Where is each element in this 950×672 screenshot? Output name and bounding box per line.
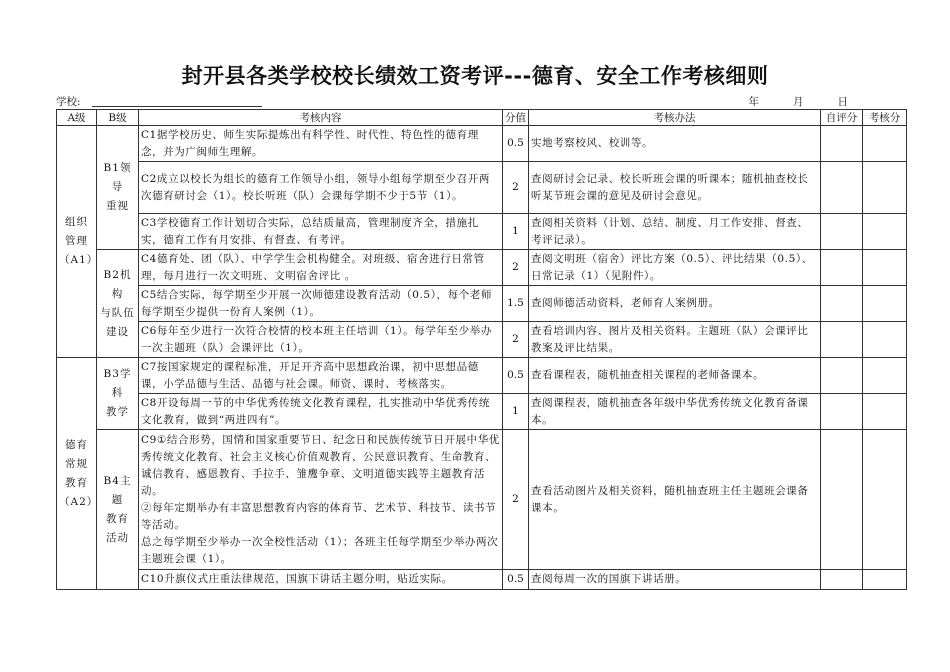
table-row-c6 (57, 322, 907, 358)
score-cell: 1.5 (503, 286, 529, 322)
b2-line3: 建设 (106, 325, 129, 338)
b3-cell (97, 358, 139, 430)
b2-line2: 与队伍 (100, 306, 135, 319)
method-cell: 查看活动图片及相关资料，随机抽查班主任主题班会课备课本。 (529, 430, 821, 570)
score-cell: 0.5 (503, 358, 529, 394)
self-score-cell[interactable] (821, 322, 863, 358)
header-self-score: 自评分 (821, 110, 863, 126)
eval-score-cell[interactable] (863, 162, 907, 214)
method-cell: 查阅课程表，随机抽查各年级中华优秀传统文化教育备课本。 (529, 394, 821, 430)
page-title: 封开县各类学校校长绩效工资考评---德育、安全工作考核细则 (181, 64, 769, 88)
header-b-level: B级 (97, 110, 139, 126)
a2-line4: （A2） (59, 495, 99, 508)
table-row-c5 (57, 286, 907, 322)
school-label: 学校: (56, 96, 81, 108)
eval-score-cell[interactable] (863, 430, 907, 570)
self-score-cell[interactable] (821, 570, 863, 590)
b4-line2: 教育 (106, 512, 129, 525)
content-cell: C5结合实际，每学期至少开展一次师德建设教育活动（0.5），每个老师每学期至少提供一份育人案例（1）。 (139, 286, 503, 322)
month-label: 月 (793, 96, 804, 108)
content-cell: C6每年至少进行一次符合校情的校本班主任培训（1）。每学年至少举办一次主题班（队）会课评比（1）。 (139, 322, 503, 358)
b2-cell (97, 250, 139, 358)
day-label: 日 (837, 96, 848, 108)
self-score-cell[interactable] (821, 214, 863, 250)
content-line: ②每年定期举办有丰富思想教育内容的体育节、艺术节、科技节、读书节等活动。 (141, 501, 497, 531)
b4-cell (97, 430, 139, 590)
b2-line1: B2机构 (103, 268, 132, 300)
table-row-c1 (57, 126, 907, 162)
header-score: 分值 (503, 110, 529, 126)
assessment-table (56, 109, 907, 590)
score-cell: 1 (503, 214, 529, 250)
header-content: 考核内容 (139, 110, 503, 126)
eval-score-cell[interactable] (863, 358, 907, 394)
eval-score-cell[interactable] (863, 126, 907, 162)
b3-line1: B3学科 (103, 368, 132, 399)
a2-line2: 常规 (65, 457, 88, 470)
b1-line1: B1领导 (103, 162, 132, 193)
table-row-c3 (57, 214, 907, 250)
b4-line1: B4主题 (103, 474, 132, 506)
method-cell: 实地考察校风、校训等。 (529, 126, 821, 162)
method-cell: 查阅相关资料（计划、总结、制度、月工作安排、督查、考评记录）。 (529, 214, 821, 250)
header-method: 考核办法 (529, 110, 821, 126)
b1-cell (97, 126, 139, 250)
eval-score-cell[interactable] (863, 214, 907, 250)
eval-score-cell[interactable] (863, 394, 907, 430)
table-row-c8 (57, 394, 907, 430)
a1-line3: （A1） (59, 254, 99, 266)
method-cell: 查看培训内容、图片及相关资料。主题班（队）会课评比教案及评比结果。 (529, 322, 821, 358)
a2-cell (57, 358, 97, 590)
a1-line1: 组织 (65, 216, 88, 228)
content-line: 总之每学期至少举办一次全校性活动（1）；各班主任每学期至少举办两次主题班会课（1）。 (141, 535, 499, 565)
content-cell: C7按国家规定的课程标准，开足开齐高中思想政治课，初中思想品德课，小学品德与生活、品德与社会课。师资、课时、考核落实。 (139, 358, 503, 394)
content-cell: C8开设每周一节的中华优秀传统文化教育课程，扎实推动中华优秀传统文化教育，做到“两进四有”。 (139, 394, 503, 430)
self-score-cell[interactable] (821, 430, 863, 570)
self-score-cell[interactable] (821, 286, 863, 322)
content-cell: C3学校德育工作计划切合实际，总结质量高，管理制度齐全，措施扎实，德育工作有月安排、有督查、有考评。 (139, 214, 503, 250)
self-score-cell[interactable] (821, 126, 863, 162)
score-cell: 2 (503, 322, 529, 358)
eval-score-cell[interactable] (863, 286, 907, 322)
content-cell (139, 430, 503, 570)
score-cell: 1 (503, 394, 529, 430)
method-cell: 查阅研讨会记录、校长听班会课的听课本；随机抽查校长听某节班会课的意见及研讨会意见。 (529, 162, 821, 214)
table-row-c9 (57, 430, 907, 570)
table-row-c7 (57, 358, 907, 394)
content-cell: C1据学校历史、师生实际提炼出有科学性、时代性、特色性的德育理念，并为广闽师生理解。 (139, 126, 503, 162)
method-cell: 查看课程表，随机抽查相关课程的老师备课本。 (529, 358, 821, 394)
school-fill-line[interactable] (92, 106, 262, 107)
score-cell: 0.5 (503, 570, 529, 590)
method-cell: 查阅每周一次的国旗下讲话册。 (529, 570, 821, 590)
b1-line2: 重视 (106, 200, 129, 212)
score-cell: 2 (503, 250, 529, 286)
self-score-cell[interactable] (821, 394, 863, 430)
year-label: 年 (748, 96, 759, 108)
table-row-c4 (57, 250, 907, 286)
content-cell: C2成立以校长为组长的德育工作领导小组，领导小组每学期至少召开两次德育研讨会（1）。校长听班（队）会课每学期不少于5节（1）。 (139, 162, 503, 214)
table-row-c2 (57, 162, 907, 214)
self-score-cell[interactable] (821, 162, 863, 214)
content-cell: C4德育处、团（队）、中学学生会机构健全。对班级、宿舍进行日常管理，每月进行一次文明班、文明宿舍评比 。 (139, 250, 503, 286)
header-a-level: A级 (57, 110, 97, 126)
header-row (57, 110, 907, 126)
self-score-cell[interactable] (821, 358, 863, 394)
eval-score-cell[interactable] (863, 570, 907, 590)
content-line: C9①结合形势，国情和国家重要节日、纪念日和民族传统节日开展中华优秀传统文化教育、社会主义核心价值观教育、公民意识教育、生命教育、诚信教育、感恩教育、手拉手、雏鹰争章、文明道德实践等主题教育活动。 (141, 433, 500, 497)
b3-line2: 教学 (106, 406, 129, 418)
a1-cell (57, 126, 97, 358)
score-cell: 2 (503, 430, 529, 570)
b4-line3: 活动 (106, 531, 129, 544)
meta-line (56, 94, 906, 108)
a2-line1: 德育 (65, 438, 88, 451)
header-eval-score: 考核分 (863, 110, 907, 126)
date-fields (715, 94, 849, 109)
table-row-c10 (57, 570, 907, 590)
method-cell: 查阅文明班（宿舍）评比方案（0.5）、评比结果（0.5）、日常记录（1）（见附件）。 (529, 250, 821, 286)
method-cell: 查阅师德活动资料，老师育人案例册。 (529, 286, 821, 322)
score-cell: 2 (503, 162, 529, 214)
self-score-cell[interactable] (821, 250, 863, 286)
content-cell: C10升旗仪式庄重法律规范，国旗下讲话主题分明，贴近实际。 (139, 570, 503, 590)
eval-score-cell[interactable] (863, 322, 907, 358)
a2-line3: 教育 (65, 476, 88, 489)
eval-score-cell[interactable] (863, 250, 907, 286)
score-cell: 0.5 (503, 126, 529, 162)
a1-line2: 管理 (65, 235, 88, 247)
